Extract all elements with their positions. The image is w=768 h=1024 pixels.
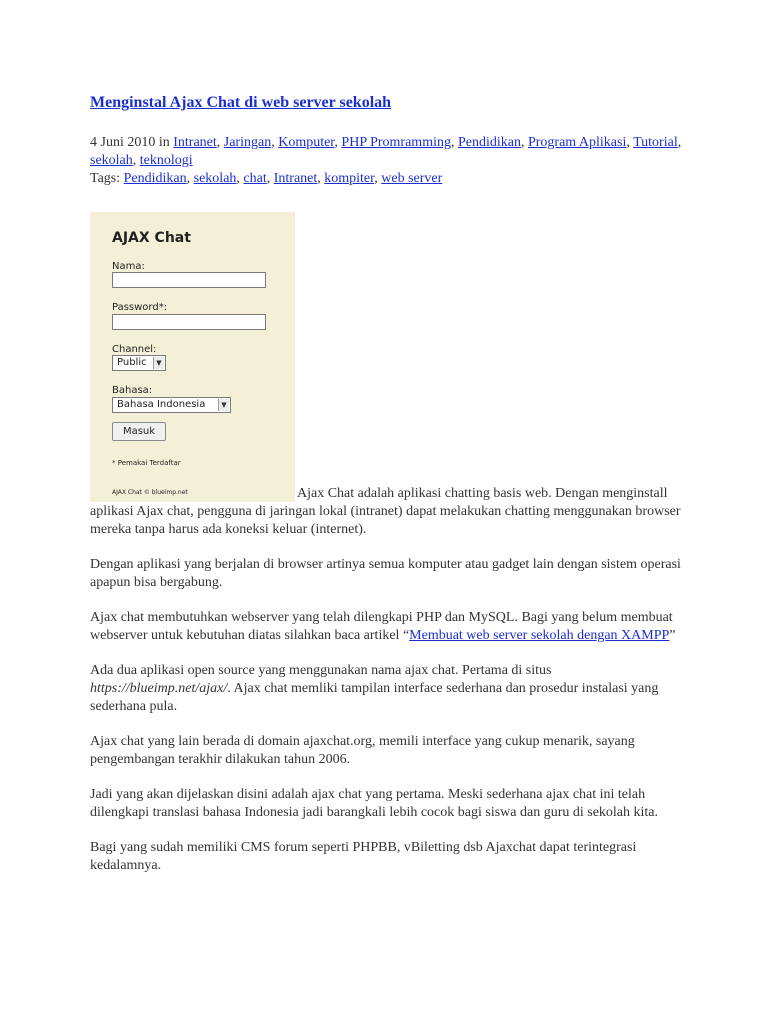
paragraph-3 xyxy=(90,609,682,645)
article-title-link[interactable]: Menginstal Ajax Chat di web server sekolah xyxy=(90,94,392,111)
language-value: Bahasa Indonesia xyxy=(117,399,206,410)
intro-paragraph: Ajax Chat adalah aplikasi chatting basis web. Dengan menginstall aplikasi Ajax chat, pengguna di jaringan lokal (intranet) dapat melakukan chatting menggunakan browser mereka tanpa harus ada koneksi keluar (internet). xyxy=(90,486,681,537)
p4-text-before: Ada dua aplikasi open source yang menggunakan nama ajax chat. Pertama di situs xyxy=(90,663,552,678)
paragraph-5: Ajax chat yang lain berada di domain ajaxchat.org, memili interface yang cukup menarik, sayang pengembangan terakhir dilakukan tahun 2006. xyxy=(90,734,635,767)
tag-list: Pendidikan, sekolah, chat, Intranet, kompiter, web server xyxy=(123,171,443,186)
channel-select xyxy=(112,355,166,371)
paragraph-7: Bagi yang sudah memiliki CMS forum seperti PHPBB, vBiletting dsb Ajaxchat dapat terintegrasi kedalamnya. xyxy=(90,840,637,873)
ajax-chat-screenshot xyxy=(90,212,295,502)
channel-label: Channel: xyxy=(112,344,157,355)
article xyxy=(90,92,682,875)
language-select xyxy=(112,397,231,413)
paragraph-6: Jadi yang akan dijelaskan disini adalah ajax chat yang pertama. Meski sederhana ajax chat ini telah dilengkapi translasi bahasa Indonesia jadi barangkali lebih cocok bagi siswa dan guru di sekolah kita. xyxy=(90,787,659,820)
category-link[interactable]: Program Aplikasi xyxy=(527,135,627,150)
registered-user-note: * Pemakai Terdaftar xyxy=(112,459,181,467)
category-link[interactable]: Intranet xyxy=(173,135,217,150)
intro-block xyxy=(90,212,682,539)
article-title xyxy=(90,92,682,114)
p3-text-after: ” xyxy=(669,628,676,643)
tag-link[interactable]: sekolah xyxy=(193,171,237,186)
paragraph-4 xyxy=(90,662,682,716)
category-link[interactable]: teknologi xyxy=(139,153,193,168)
tag-link[interactable]: web server xyxy=(381,171,443,186)
category-link[interactable]: Komputer xyxy=(278,135,335,150)
name-input xyxy=(112,272,266,288)
xampp-article-link[interactable]: Membuat web server sekolah dengan XAMPP xyxy=(409,628,670,643)
paragraph-2: Dengan aplikasi yang berjalan di browser artinya semua komputer atau gadget lain dengan sistem operasi apapun bisa bergabung. xyxy=(90,557,681,590)
tag-link[interactable]: Intranet xyxy=(273,171,318,186)
blueimp-url xyxy=(90,681,227,696)
name-label: Nama: xyxy=(112,261,145,272)
category-link[interactable]: Pendidikan xyxy=(457,135,521,150)
category-link[interactable]: Jaringan xyxy=(223,135,272,150)
language-label: Bahasa: xyxy=(112,385,153,396)
p4-text-after: . Ajax chat memliki tampilan interface sederhana dan prosedur instalasi yang sederhana pula. xyxy=(90,681,659,714)
blueimp-url-plain: https://blueimp.net/ xyxy=(90,681,200,696)
article-meta xyxy=(90,134,682,188)
password-label: Password*: xyxy=(112,302,168,313)
category-link[interactable]: sekolah xyxy=(90,153,133,168)
login-button: Masuk xyxy=(112,422,166,441)
blueimp-url-bold: ajax/ xyxy=(199,681,228,696)
tags-line xyxy=(90,170,682,188)
tag-link[interactable]: chat xyxy=(243,171,267,186)
tag-link[interactable]: kompiter xyxy=(324,171,375,186)
dropdown-arrow-icon: ▼ xyxy=(218,399,229,411)
p3-text-before: Ajax chat membutuhkan webserver yang telah dilengkapi PHP dan MySQL. Bagi yang belum membuat webserver untuk kebutuhan diatas silahkan baca artikel “ xyxy=(90,610,673,643)
category-link[interactable]: PHP Promramming xyxy=(341,135,451,150)
password-input xyxy=(112,314,266,330)
dropdown-arrow-icon: ▼ xyxy=(153,357,164,369)
figure-title: AJAX Chat xyxy=(112,230,191,246)
category-link[interactable]: Tutorial xyxy=(633,135,678,150)
date-prefix: 4 Juni 2010 in xyxy=(90,135,170,150)
tags-label: Tags: xyxy=(90,171,121,186)
categories-line xyxy=(90,134,682,170)
category-list: Intranet, Jaringan, Komputer, PHP Promramming, Pendidikan, Program Aplikasi, Tutorial, sekolah, teknologi xyxy=(90,135,682,168)
tag-link[interactable]: Pendidikan xyxy=(123,171,187,186)
figure-footer: AJAX Chat © blueimp.net xyxy=(112,489,188,496)
channel-value: Public xyxy=(117,357,147,368)
